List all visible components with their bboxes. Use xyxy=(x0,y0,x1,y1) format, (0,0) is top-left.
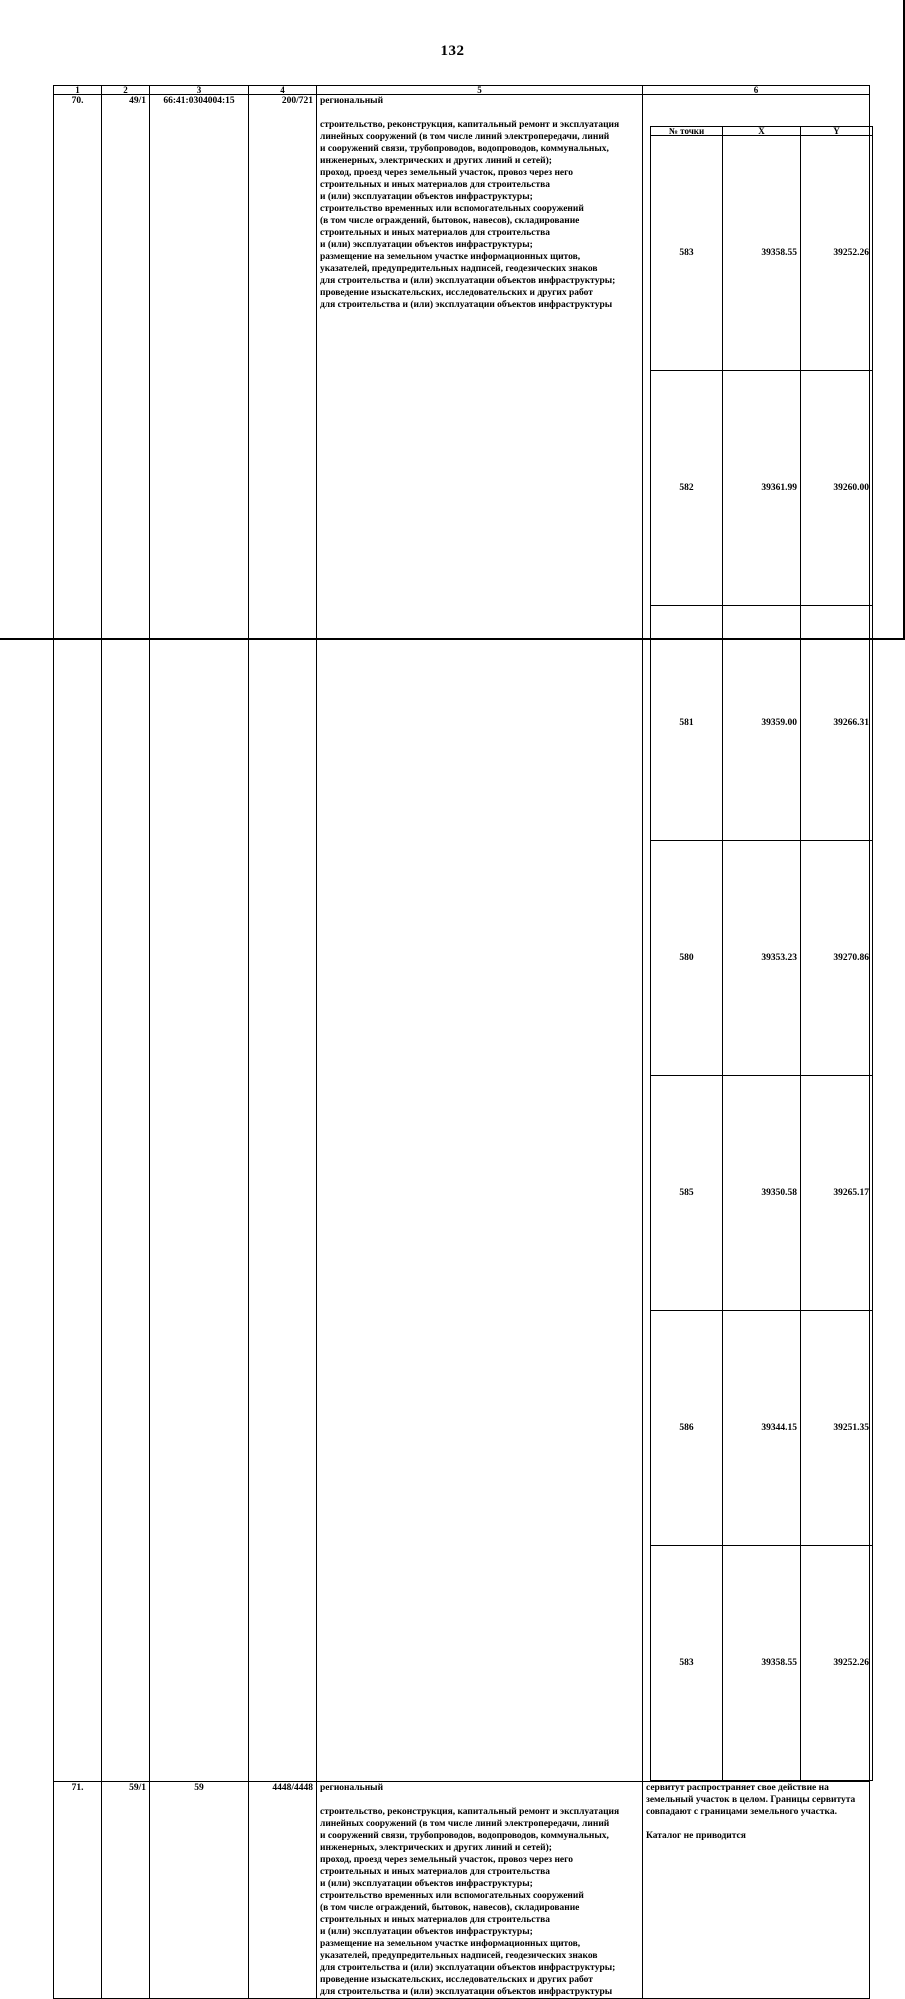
coords-row xyxy=(651,1076,873,1311)
point-x: 39358.55 xyxy=(723,136,801,371)
purpose-line: размещение на земельном участке информационных щитов, xyxy=(320,1939,581,1949)
point-number: 583 xyxy=(651,136,723,371)
coords-row xyxy=(651,371,873,606)
purpose-text xyxy=(320,119,639,311)
coords-header-row xyxy=(651,127,873,136)
purpose-cell xyxy=(317,95,643,1782)
purpose-line: для строительства и (или) эксплуатации объектов инфраструктуры; xyxy=(320,1963,616,1973)
header-col-2: 2 xyxy=(102,86,150,95)
table-row xyxy=(54,95,870,1782)
point-y: 39252.26 xyxy=(801,136,873,371)
coords-header-y: Y xyxy=(801,127,873,136)
point-number: 582 xyxy=(651,371,723,606)
cadastral-number: 59 xyxy=(150,1782,249,1999)
point-y: 39266.31 xyxy=(801,606,873,841)
purpose-line: строительных и иных материалов для строительства xyxy=(320,228,550,238)
note-line: земельный участок в целом. Границы сервитута xyxy=(646,1795,856,1805)
purpose-line: для строительства и (или) эксплуатации объектов инфраструктуры xyxy=(320,1987,613,1997)
point-number: 586 xyxy=(651,1311,723,1546)
point-y: 39252.26 xyxy=(801,1546,873,1781)
purpose-line: для строительства и (или) эксплуатации объектов инфраструктуры; xyxy=(320,276,616,286)
header-col-4: 4 xyxy=(249,86,317,95)
coords-row xyxy=(651,841,873,1076)
point-x: 39344.15 xyxy=(723,1311,801,1546)
page-number: 132 xyxy=(440,43,465,59)
purpose-line: указателей, предупредительных надписей, геодезических знаков xyxy=(320,1951,598,1961)
note-cell xyxy=(643,1782,870,1999)
coords-table xyxy=(650,126,873,1781)
point-y: 39265.17 xyxy=(801,1076,873,1311)
coords-row xyxy=(651,606,873,841)
purpose-line: (в том числе ограждений, бытовок, навесов), складирование xyxy=(320,216,580,226)
purpose-line: и (или) эксплуатации объектов инфраструктуры; xyxy=(320,1927,533,1937)
point-x: 39353.23 xyxy=(723,841,801,1076)
point-x: 39358.55 xyxy=(723,1546,801,1781)
point-number: 581 xyxy=(651,606,723,841)
purpose-line: (в том числе ограждений, бытовок, навесов), складирование xyxy=(320,1903,580,1913)
purpose-line: и сооружений связи, трубопроводов, водопроводов, коммунальных, xyxy=(320,1831,609,1841)
purpose-line: и (или) эксплуатации объектов инфраструктуры; xyxy=(320,192,533,202)
purpose-line: и (или) эксплуатации объектов инфраструктуры; xyxy=(320,240,533,250)
purpose-line: и сооружений связи, трубопроводов, водопроводов, коммунальных, xyxy=(320,144,609,154)
purpose-line: инженерных, электрических и других линий и сетей); xyxy=(320,156,552,166)
servitude-table xyxy=(53,85,870,1999)
catalog-note: Каталог не приводится xyxy=(646,1831,746,1841)
purpose-line: проход, проезд через земельный участок, провоз через него xyxy=(320,168,573,178)
header-col-3: 3 xyxy=(150,86,249,95)
row-number: 71. xyxy=(54,1782,102,1999)
coords-cell xyxy=(643,95,870,1782)
point-x: 39361.99 xyxy=(723,371,801,606)
purpose-line: проведение изыскательских, исследовательских и других работ xyxy=(320,1975,593,1985)
row-col2: 59/1 xyxy=(102,1782,150,1999)
purpose-line: и (или) эксплуатации объектов инфраструктуры; xyxy=(320,1879,533,1889)
coords-row xyxy=(651,136,873,371)
purpose-text xyxy=(320,1806,639,1998)
row-number: 70. xyxy=(54,95,102,1782)
purpose-line: линейных сооружений (в том числе линий электропередачи, линий xyxy=(320,1819,610,1829)
purpose-line: строительных и иных материалов для строительства xyxy=(320,180,550,190)
area-value: 200/721 xyxy=(249,95,317,1782)
purpose-line: инженерных, электрических и других линий и сетей); xyxy=(320,1843,552,1853)
area-value: 4448/4448 xyxy=(249,1782,317,1999)
header-col-5: 5 xyxy=(317,86,643,95)
purpose-line: строительство, реконструкция, капитальный ремонт и эксплуатация xyxy=(320,1807,620,1817)
point-x: 39359.00 xyxy=(723,606,801,841)
point-number: 583 xyxy=(651,1546,723,1781)
purpose-line: проход, проезд через земельный участок, провоз через него xyxy=(320,1855,573,1865)
purpose-line: строительство временных или вспомогательных сооружений xyxy=(320,1891,584,1901)
row-col2: 49/1 xyxy=(102,95,150,1782)
point-x: 39350.58 xyxy=(723,1076,801,1311)
header-col-1: 1 xyxy=(54,86,102,95)
purpose-line: строительство, реконструкция, капитальный ремонт и эксплуатация xyxy=(320,120,620,130)
header-row xyxy=(54,86,870,95)
purpose-line: проведение изыскательских, исследовательских и других работ xyxy=(320,288,593,298)
header-col-6: 6 xyxy=(643,86,870,95)
purpose-line: для строительства и (или) эксплуатации объектов инфраструктуры xyxy=(320,300,613,310)
note-spacer xyxy=(646,1818,866,1830)
purpose-cell xyxy=(317,1782,643,1999)
purpose-line: линейных сооружений (в том числе линий электропередачи, линий xyxy=(320,132,610,142)
table-row xyxy=(54,1782,870,1999)
cadastral-number: 66:41:0304004:15 xyxy=(150,95,249,1782)
purpose-title: региональный xyxy=(320,96,384,106)
purpose-title: региональный xyxy=(320,1783,384,1793)
point-number: 580 xyxy=(651,841,723,1076)
note-line: сервитут распространяет свое действие на xyxy=(646,1783,829,1793)
point-y: 39270.86 xyxy=(801,841,873,1076)
purpose-line: размещение на земельном участке информационных щитов, xyxy=(320,252,581,262)
coords-row xyxy=(651,1546,873,1781)
coords-header-point: № точки xyxy=(651,127,723,136)
purpose-line: строительных и иных материалов для строительства xyxy=(320,1867,550,1877)
servitude-note xyxy=(646,1782,866,1818)
note-line: совпадают с границами земельного участка. xyxy=(646,1807,837,1817)
coords-row xyxy=(651,1311,873,1546)
purpose-line: строительство временных или вспомогательных сооружений xyxy=(320,204,584,214)
point-y: 39251.35 xyxy=(801,1311,873,1546)
point-y: 39260.00 xyxy=(801,371,873,606)
purpose-line: строительных и иных материалов для строительства xyxy=(320,1915,550,1925)
point-number: 585 xyxy=(651,1076,723,1311)
purpose-line: указателей, предупредительных надписей, геодезических знаков xyxy=(320,264,598,274)
coords-header-x: X xyxy=(723,127,801,136)
